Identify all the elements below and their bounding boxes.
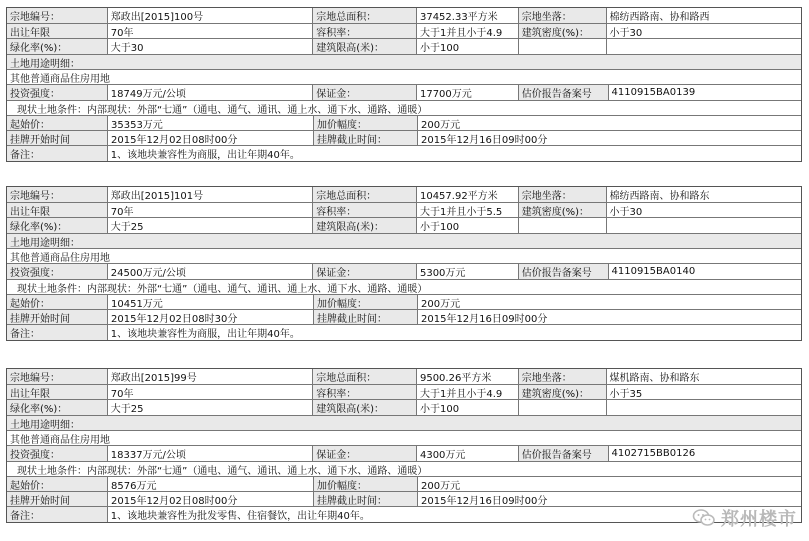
table-row — [7, 294, 801, 309]
label-location: 宗地坐落： — [518, 8, 606, 23]
value-total-area: 9500.26平方米 — [416, 369, 518, 384]
value-far: 大于1并且小于4.9 — [416, 385, 518, 399]
value-increment: 200万元 — [417, 477, 519, 491]
label-term: 出让年限 — [7, 385, 107, 399]
value-start-time: 2015年12月02日08时00分 — [107, 131, 313, 145]
table-row — [7, 506, 801, 522]
value-remark: 1、该地块兼容性为商服，出让年期40年。 — [107, 146, 801, 161]
table-row — [7, 84, 801, 100]
value-end-time: 2015年12月16日09时00分 — [417, 131, 519, 145]
value-density: 小于30 — [606, 24, 802, 38]
table-row — [7, 369, 801, 384]
value-start-price: 10451万元 — [107, 295, 313, 309]
table-row — [7, 8, 801, 23]
table-row — [7, 130, 801, 145]
label-total-area: 宗地总面积： — [312, 369, 416, 384]
label-deposit: 保证金： — [312, 264, 416, 279]
value-total-area: 37452.33平方米 — [416, 8, 518, 23]
value-parcel-no: 郑政出[2015]99号 — [107, 369, 312, 384]
label-density: 建筑密度(%)： — [518, 24, 606, 38]
table-row — [7, 415, 801, 430]
label-remark: 备注： — [7, 325, 107, 340]
label-end-time: 挂牌截止时间： — [313, 310, 417, 324]
value-height: 小于100 — [416, 400, 518, 415]
value-parcel-no: 郑政出[2015]101号 — [107, 187, 312, 202]
table-row — [7, 263, 801, 279]
label-green: 绿化率(%)： — [7, 400, 107, 415]
value-far: 大于1并且小于4.9 — [416, 24, 518, 38]
wechat-icon — [693, 509, 715, 527]
table-row — [7, 324, 801, 340]
label-increment: 加价幅度： — [313, 477, 417, 491]
value-land-use: 其他普通商品住房用地 — [10, 252, 110, 264]
value-green: 大于30 — [107, 39, 312, 54]
label-deposit: 保证金： — [312, 446, 416, 461]
label-green: 绿化率(%)： — [7, 39, 107, 54]
value-land-condition: 现状土地条件：内部现状：外部“七通”（通电、通气、通讯、通上水、通下水、通路、通暖） — [17, 283, 428, 295]
parcel-table — [6, 7, 802, 162]
label-appraisal: 估价报告备案号 — [518, 85, 608, 100]
value-land-condition: 现状土地条件：内部现状：外部“七通”（通电、通气、通讯、通上水、通下水、通路、通暖） — [17, 465, 428, 477]
label-location: 宗地坐落： — [518, 369, 606, 384]
value-start-price: 8576万元 — [107, 477, 313, 491]
label-use-detail: 土地用途明细： — [7, 55, 801, 69]
value-total-area: 10457.92平方米 — [416, 187, 518, 202]
table-row — [7, 145, 801, 161]
value-far: 大于1并且小于5.5 — [416, 203, 518, 217]
label-parcel-no: 宗地编号： — [7, 187, 107, 202]
value-start-time: 2015年12月02日08时30分 — [107, 310, 313, 324]
label-height: 建筑限高(米)： — [312, 218, 416, 233]
value-start-price: 35353万元 — [107, 116, 313, 130]
value-green: 大于25 — [107, 400, 312, 415]
label-parcel-no: 宗地编号： — [7, 369, 107, 384]
value-remark: 1、该地块兼容性为商服，出让年期40年。 — [107, 325, 801, 340]
label-term: 出让年限 — [7, 203, 107, 217]
value-increment: 200万元 — [417, 295, 519, 309]
value-appraisal: 4110915BA0139 — [608, 85, 802, 100]
value-height: 小于100 — [416, 218, 518, 233]
label-far: 容积率： — [312, 385, 416, 399]
value-green: 大于25 — [107, 218, 312, 233]
value-intensity: 18337万元/公顷 — [107, 446, 312, 461]
label-intensity: 投资强度： — [7, 446, 107, 461]
label-remark: 备注： — [7, 146, 107, 161]
value-density: 小于30 — [606, 203, 802, 217]
table-row — [7, 430, 801, 445]
table-row — [7, 476, 801, 491]
empty-cell — [606, 400, 802, 415]
value-appraisal: 4110915BA0140 — [608, 264, 802, 279]
table-row — [7, 54, 801, 69]
value-deposit: 5300万元 — [416, 264, 518, 279]
table-row — [7, 445, 801, 461]
label-height: 建筑限高(米)： — [312, 400, 416, 415]
table-row — [7, 399, 801, 415]
value-location: 棉纺西路南、协和路东 — [606, 187, 802, 202]
label-green: 绿化率(%)： — [7, 218, 107, 233]
empty-cell — [518, 39, 606, 54]
table-row — [7, 384, 801, 399]
label-parcel-no: 宗地编号： — [7, 8, 107, 23]
value-land-use: 其他普通商品住房用地 — [10, 73, 110, 85]
table-row — [7, 202, 801, 217]
label-remark: 备注： — [7, 507, 107, 522]
value-location: 棉纺西路南、协和路西 — [606, 8, 802, 23]
value-end-time: 2015年12月16日09时00分 — [417, 310, 519, 324]
watermark — [693, 505, 797, 531]
value-start-time: 2015年12月02日08时00分 — [107, 492, 313, 506]
value-density: 小于35 — [606, 385, 802, 399]
table-row — [7, 217, 801, 233]
table-row — [7, 38, 801, 54]
table-row — [7, 115, 801, 130]
value-location: 煤机路南、协和路东 — [606, 369, 802, 384]
label-end-time: 挂牌截止时间： — [313, 492, 417, 506]
table-row — [7, 23, 801, 38]
value-term: 70年 — [107, 385, 312, 399]
value-deposit: 4300万元 — [416, 446, 518, 461]
label-deposit: 保证金： — [312, 85, 416, 100]
table-row — [7, 491, 801, 506]
value-intensity: 24500万元/公顷 — [107, 264, 312, 279]
value-deposit: 17700万元 — [416, 85, 518, 100]
value-land-use: 其他普通商品住房用地 — [10, 434, 110, 446]
value-appraisal: 4102715BB0126 — [608, 446, 802, 461]
empty-cell — [518, 400, 606, 415]
empty-cell — [606, 39, 802, 54]
label-height: 建筑限高(米)： — [312, 39, 416, 54]
table-row — [7, 100, 801, 115]
label-start-price: 起始价： — [7, 477, 107, 491]
label-total-area: 宗地总面积： — [312, 187, 416, 202]
label-density: 建筑密度(%)： — [518, 203, 606, 217]
value-parcel-no: 郑政出[2015]100号 — [107, 8, 312, 23]
table-row — [7, 187, 801, 202]
table-row — [7, 233, 801, 248]
label-use-detail: 土地用途明细： — [7, 234, 801, 248]
table-row — [7, 279, 801, 294]
label-use-detail: 土地用途明细： — [7, 416, 801, 430]
label-start-time: 挂牌开始时间 — [7, 492, 107, 506]
label-far: 容积率： — [312, 24, 416, 38]
table-row — [7, 69, 801, 84]
table-row — [7, 461, 801, 476]
value-increment: 200万元 — [417, 116, 519, 130]
value-end-time: 2015年12月16日09时00分 — [417, 492, 519, 506]
label-intensity: 投资强度： — [7, 264, 107, 279]
value-land-condition: 现状土地条件：内部现状：外部“七通”（通电、通气、通讯、通上水、通下水、通路、通暖） — [17, 104, 428, 116]
label-start-price: 起始价： — [7, 295, 107, 309]
value-height: 小于100 — [416, 39, 518, 54]
label-increment: 加价幅度： — [313, 295, 417, 309]
table-row — [7, 248, 801, 263]
table-row — [7, 309, 801, 324]
label-appraisal: 估价报告备案号 — [518, 264, 608, 279]
label-location: 宗地坐落： — [518, 187, 606, 202]
label-appraisal: 估价报告备案号 — [518, 446, 608, 461]
value-intensity: 18749万元/公顷 — [107, 85, 312, 100]
value-term: 70年 — [107, 203, 312, 217]
parcel-table — [6, 368, 802, 523]
label-increment: 加价幅度： — [313, 116, 417, 130]
parcel-table — [6, 186, 802, 341]
value-term: 70年 — [107, 24, 312, 38]
label-total-area: 宗地总面积： — [312, 8, 416, 23]
label-density: 建筑密度(%)： — [518, 385, 606, 399]
label-term: 出让年限 — [7, 24, 107, 38]
label-end-time: 挂牌截止时间： — [313, 131, 417, 145]
empty-cell — [606, 218, 802, 233]
label-far: 容积率： — [312, 203, 416, 217]
label-intensity: 投资强度： — [7, 85, 107, 100]
label-start-time: 挂牌开始时间 — [7, 131, 107, 145]
value-remark: 1、该地块兼容性为批发零售、住宿餐饮，出让年期40年。 — [107, 507, 801, 522]
empty-cell — [518, 218, 606, 233]
label-start-time: 挂牌开始时间 — [7, 310, 107, 324]
watermark-text: 郑州楼市 — [721, 509, 797, 530]
label-start-price: 起始价： — [7, 116, 107, 130]
